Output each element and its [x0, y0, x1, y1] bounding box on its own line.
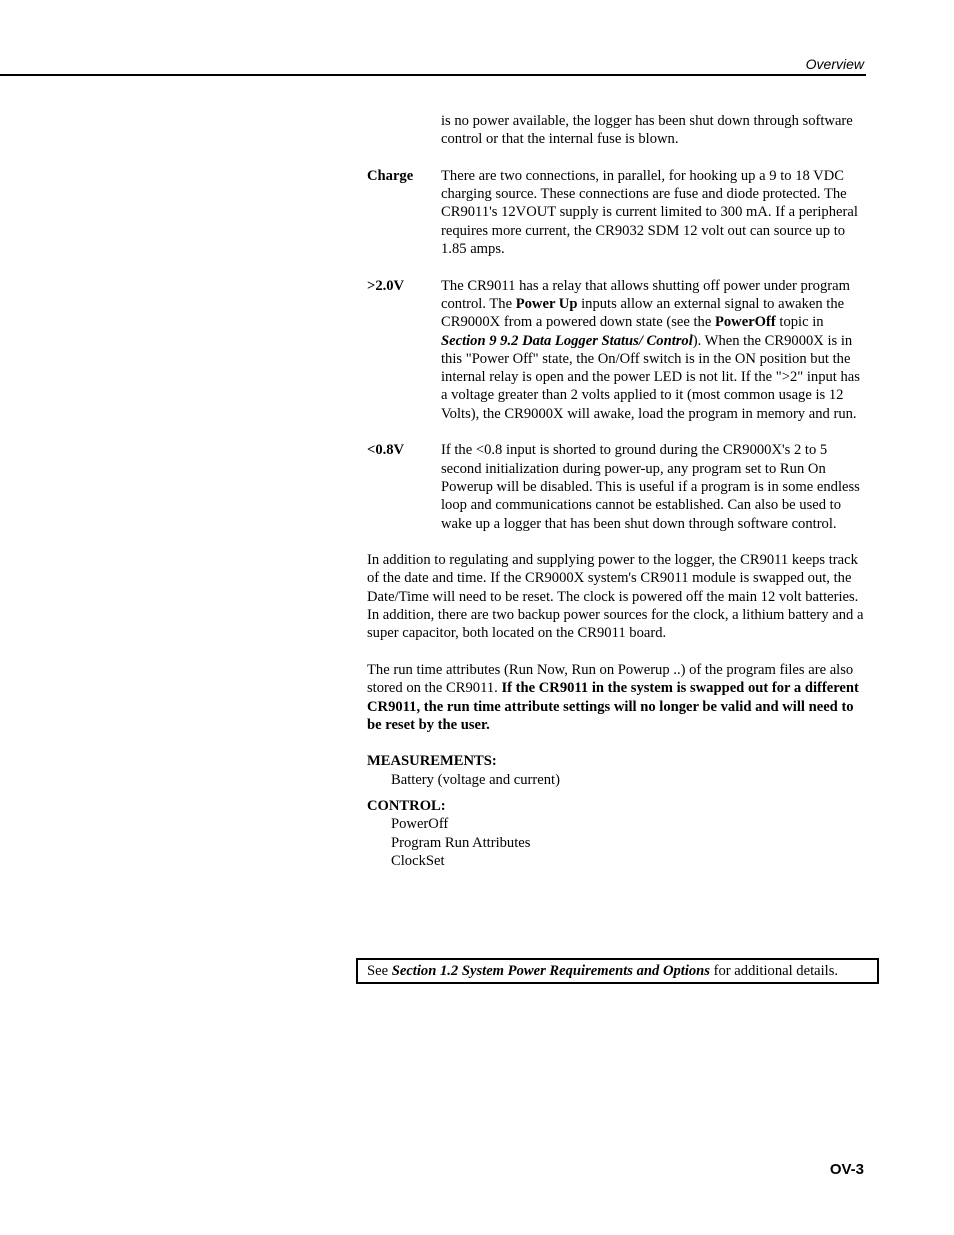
header-rule [0, 74, 866, 76]
poweroff-term: PowerOff [714, 314, 776, 331]
definition-body: If the <0.8 input is shorted to ground during the CR9000X's 2 to 5 second initialization during power-up, any program set to Run On Powerup will be disabled. This is useful if a program is in some endless loop and communications cannot be established. Can also be used to wake up a logger that has been shut down through software control. [441, 442, 860, 532]
definition-body: There are two connections, in parallel, for hooking up a 9 to 18 VDC charging source. These connections are fuse and diode protected. The CR9011's 12VOUT supply is current limited to 300 mA. If a peripheral requires more current, the CR9032 SDM 12 volt out can source up to 1.85 amps. [441, 167, 858, 258]
continued-definition [367, 112, 867, 149]
control-heading: CONTROL: [367, 797, 446, 814]
list-item: ClockSet [391, 852, 445, 869]
list-item: Program Run Attributes [391, 834, 531, 851]
running-header-title: Overview [805, 56, 864, 72]
text-run: for additional details. [709, 963, 839, 979]
definition-term-empty [367, 112, 441, 149]
measurements-section [367, 752, 867, 789]
text-run: The run time attributes (Run Now, Run on Powerup ..) of the program files are also stored on the CR9011. [367, 661, 854, 697]
page-number: OV-3 [829, 1161, 864, 1178]
definition-08v [367, 441, 867, 532]
control-section [367, 797, 867, 870]
section-reference: Section 9 9.2 Data Logger Status/ Control [441, 332, 693, 349]
see-also-note [356, 958, 879, 984]
list-item: PowerOff [391, 816, 449, 833]
text-run: The CR9011 has a relay that allows shutting off power under program control. The [441, 277, 850, 312]
definition-body: is no power available, the logger has been shut down through software control or that the internal fuse is blown. [441, 113, 853, 148]
bold-warning: If the CR9011 in the system is swapped out for a different CR9011, the run time attribute settings will no longer be valid and will need to be reset by the user. [367, 680, 859, 733]
power-up-term: Power Up [515, 295, 578, 312]
definition-body [441, 277, 867, 423]
definition-term: <0.8V [367, 442, 405, 459]
list-item: Battery (voltage and current) [391, 771, 560, 788]
definition-term: >2.0V [367, 277, 405, 294]
definition-term: Charge [367, 167, 414, 184]
measurements-list [391, 771, 867, 789]
page-content [367, 112, 867, 878]
definition-2v [367, 277, 867, 423]
text-run: inputs allow an external signal to awaken the CR9000X from a powered down state (see the [441, 295, 845, 331]
paragraph-clock: In addition to regulating and supplying power to the logger, the CR9011 keeps track of the date and time. If the CR9000X system's CR9011 module is swapped out, the Date/Time will need to be reset. The clock is powered off the main 12 volt batteries. In addition, there are two backup power sources for the clock, a lithium battery and a super capacitor, both located on the CR9011 board. [367, 552, 864, 642]
text-run: topic in [775, 314, 824, 331]
section-reference-link[interactable]: Section 1.2 System Power Requirements and Options [391, 963, 710, 979]
paragraph-run-attributes [367, 661, 867, 734]
definition-charge [367, 167, 867, 258]
control-list [391, 815, 867, 870]
text-run: See [367, 963, 392, 979]
text-run: ). When the CR9000X is in this "Power Off" state, the On/Off switch is in the ON position but the internal relay is open and the power LED is not lit. If the ">2" input has a voltage greater than 2 volts applied to it (most common usage is 12 Volts), the CR9000X will awake, load the program in memory and run. [441, 332, 860, 422]
measurements-heading: MEASUREMENTS: [367, 753, 497, 770]
